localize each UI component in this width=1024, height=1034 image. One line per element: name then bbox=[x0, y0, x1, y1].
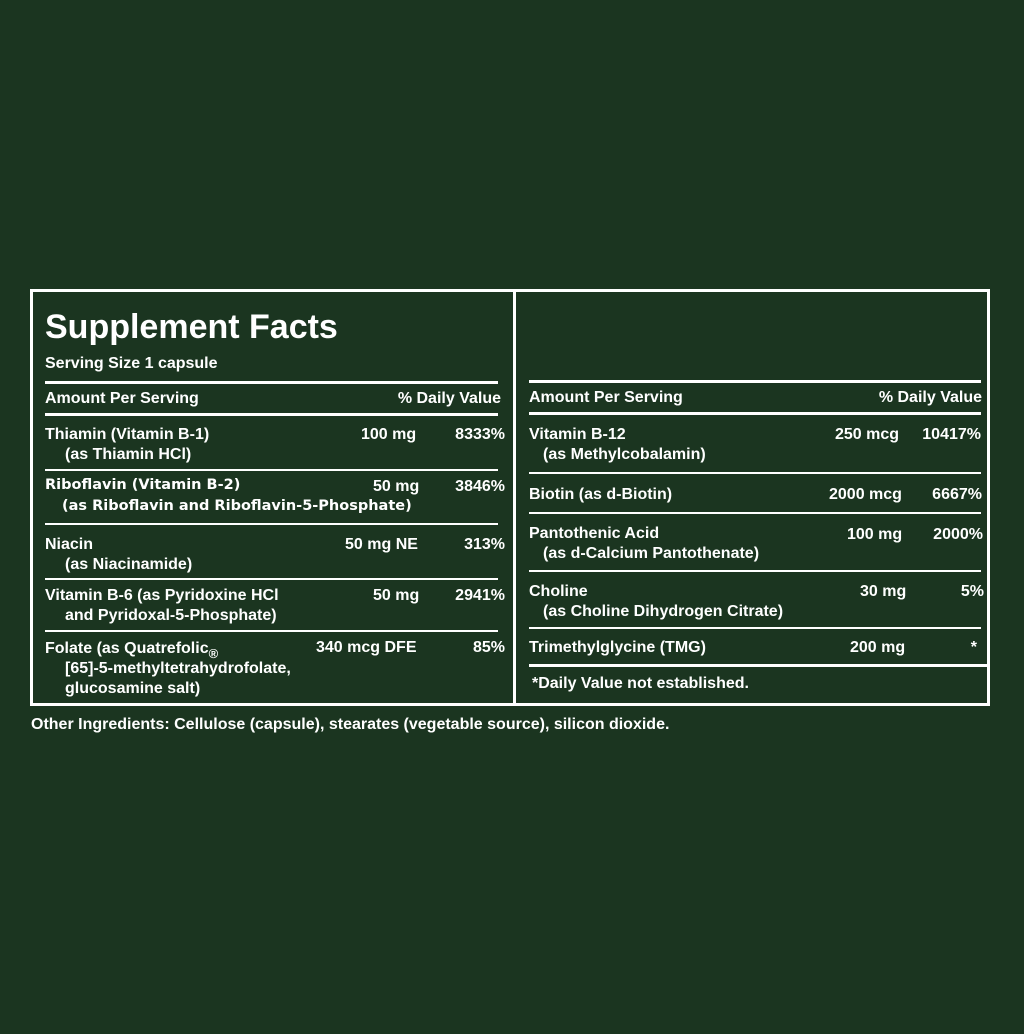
other-ingredients: Other Ingredients: Cellulose (capsule), stearates (vegetable source), silicon dioxide. bbox=[31, 716, 670, 733]
nutrient-name-text: Folate (as Quatrefolic bbox=[45, 640, 209, 657]
panel-title: Supplement Facts bbox=[45, 308, 338, 346]
nutrient-dv: 2941% bbox=[455, 587, 505, 604]
row-divider bbox=[529, 472, 981, 474]
row-divider bbox=[45, 469, 498, 471]
nutrient-dv: 5% bbox=[960, 583, 984, 600]
nutrient-amount: 200 mg bbox=[850, 639, 906, 656]
nutrient-dv: 8333% bbox=[455, 426, 505, 443]
nutrient-dv: 313% bbox=[464, 536, 505, 553]
header-rule-bottom bbox=[45, 413, 498, 416]
nutrient-amount: 100 mg bbox=[847, 526, 903, 543]
header-rule-top bbox=[45, 381, 498, 384]
row-divider bbox=[529, 570, 981, 572]
footnote: *Daily Value not established. bbox=[532, 675, 749, 692]
row-divider bbox=[529, 627, 981, 629]
nutrient-name: Biotin (as d-Biotin) bbox=[529, 486, 673, 503]
row-divider bbox=[45, 523, 498, 525]
nutrient-source: (as Methylcobalamin) bbox=[543, 446, 706, 463]
nutrient-source: (as Thiamin HCl) bbox=[65, 446, 192, 463]
nutrient-source: and Pyridoxal-5-Phosphate) bbox=[65, 607, 277, 624]
nutrient-dv: 85% bbox=[472, 639, 505, 656]
nutrient-source: (as Niacinamide) bbox=[65, 556, 193, 573]
nutrient-amount: 100 mg bbox=[361, 426, 417, 443]
nutrient-name: Niacin bbox=[45, 536, 94, 553]
row-divider bbox=[45, 630, 498, 632]
nutrient-source: (as Riboflavin and Riboflavin-5-Phosphate) bbox=[62, 498, 412, 514]
nutrient-name: Pantothenic Acid bbox=[529, 525, 660, 542]
nutrient-dv: 10417% bbox=[922, 426, 981, 443]
nutrient-name: Thiamin (Vitamin B-1) bbox=[45, 426, 210, 443]
nutrient-amount: 250 mcg bbox=[835, 426, 900, 443]
nutrient-dv: 6667% bbox=[932, 486, 982, 503]
daily-value-header: % Daily Value bbox=[878, 389, 982, 406]
row-divider bbox=[529, 512, 981, 514]
nutrient-source: (as Choline Dihydrogen Citrate) bbox=[543, 603, 784, 620]
nutrient-dv: 3846% bbox=[455, 478, 505, 495]
nutrient-dv: 2000% bbox=[933, 526, 983, 543]
nutrient-name: Choline bbox=[529, 583, 588, 600]
footnote-rule bbox=[529, 664, 987, 667]
amount-per-serving-header: Amount Per Serving bbox=[529, 389, 683, 406]
nutrient-name: Vitamin B-12 bbox=[529, 426, 626, 443]
serving-size: Serving Size 1 capsule bbox=[45, 355, 218, 372]
nutrient-amount: 50 mg NE bbox=[345, 536, 418, 553]
nutrient-amount: 50 mg bbox=[373, 587, 420, 604]
header-rule-bottom bbox=[529, 412, 981, 415]
nutrient-amount: 30 mg bbox=[860, 583, 907, 600]
column-divider bbox=[513, 292, 516, 703]
amount-per-serving-header: Amount Per Serving bbox=[45, 390, 199, 407]
nutrient-name: Riboflavin (Vitamin B-2) bbox=[45, 477, 241, 493]
nutrient-dv: * bbox=[970, 639, 977, 656]
nutrient-amount: 2000 mcg bbox=[829, 486, 902, 503]
nutrient-source: [65]-5-methyltetrahydrofolate, bbox=[65, 660, 291, 677]
registered-mark: ® bbox=[208, 646, 219, 661]
supplement-facts-panel bbox=[30, 289, 990, 706]
daily-value-header: % Daily Value bbox=[397, 390, 501, 407]
header-rule-top bbox=[529, 380, 981, 383]
nutrient-name: Vitamin B-6 (as Pyridoxine HCl bbox=[45, 587, 279, 604]
nutrient-amount: 50 mg bbox=[373, 478, 420, 495]
nutrient-source-continued: glucosamine salt) bbox=[65, 680, 201, 697]
nutrient-amount: 340 mcg DFE bbox=[316, 639, 417, 656]
row-divider bbox=[45, 578, 498, 580]
nutrient-source: (as d-Calcium Pantothenate) bbox=[543, 545, 760, 562]
nutrient-name: Trimethylglycine (TMG) bbox=[529, 639, 706, 656]
